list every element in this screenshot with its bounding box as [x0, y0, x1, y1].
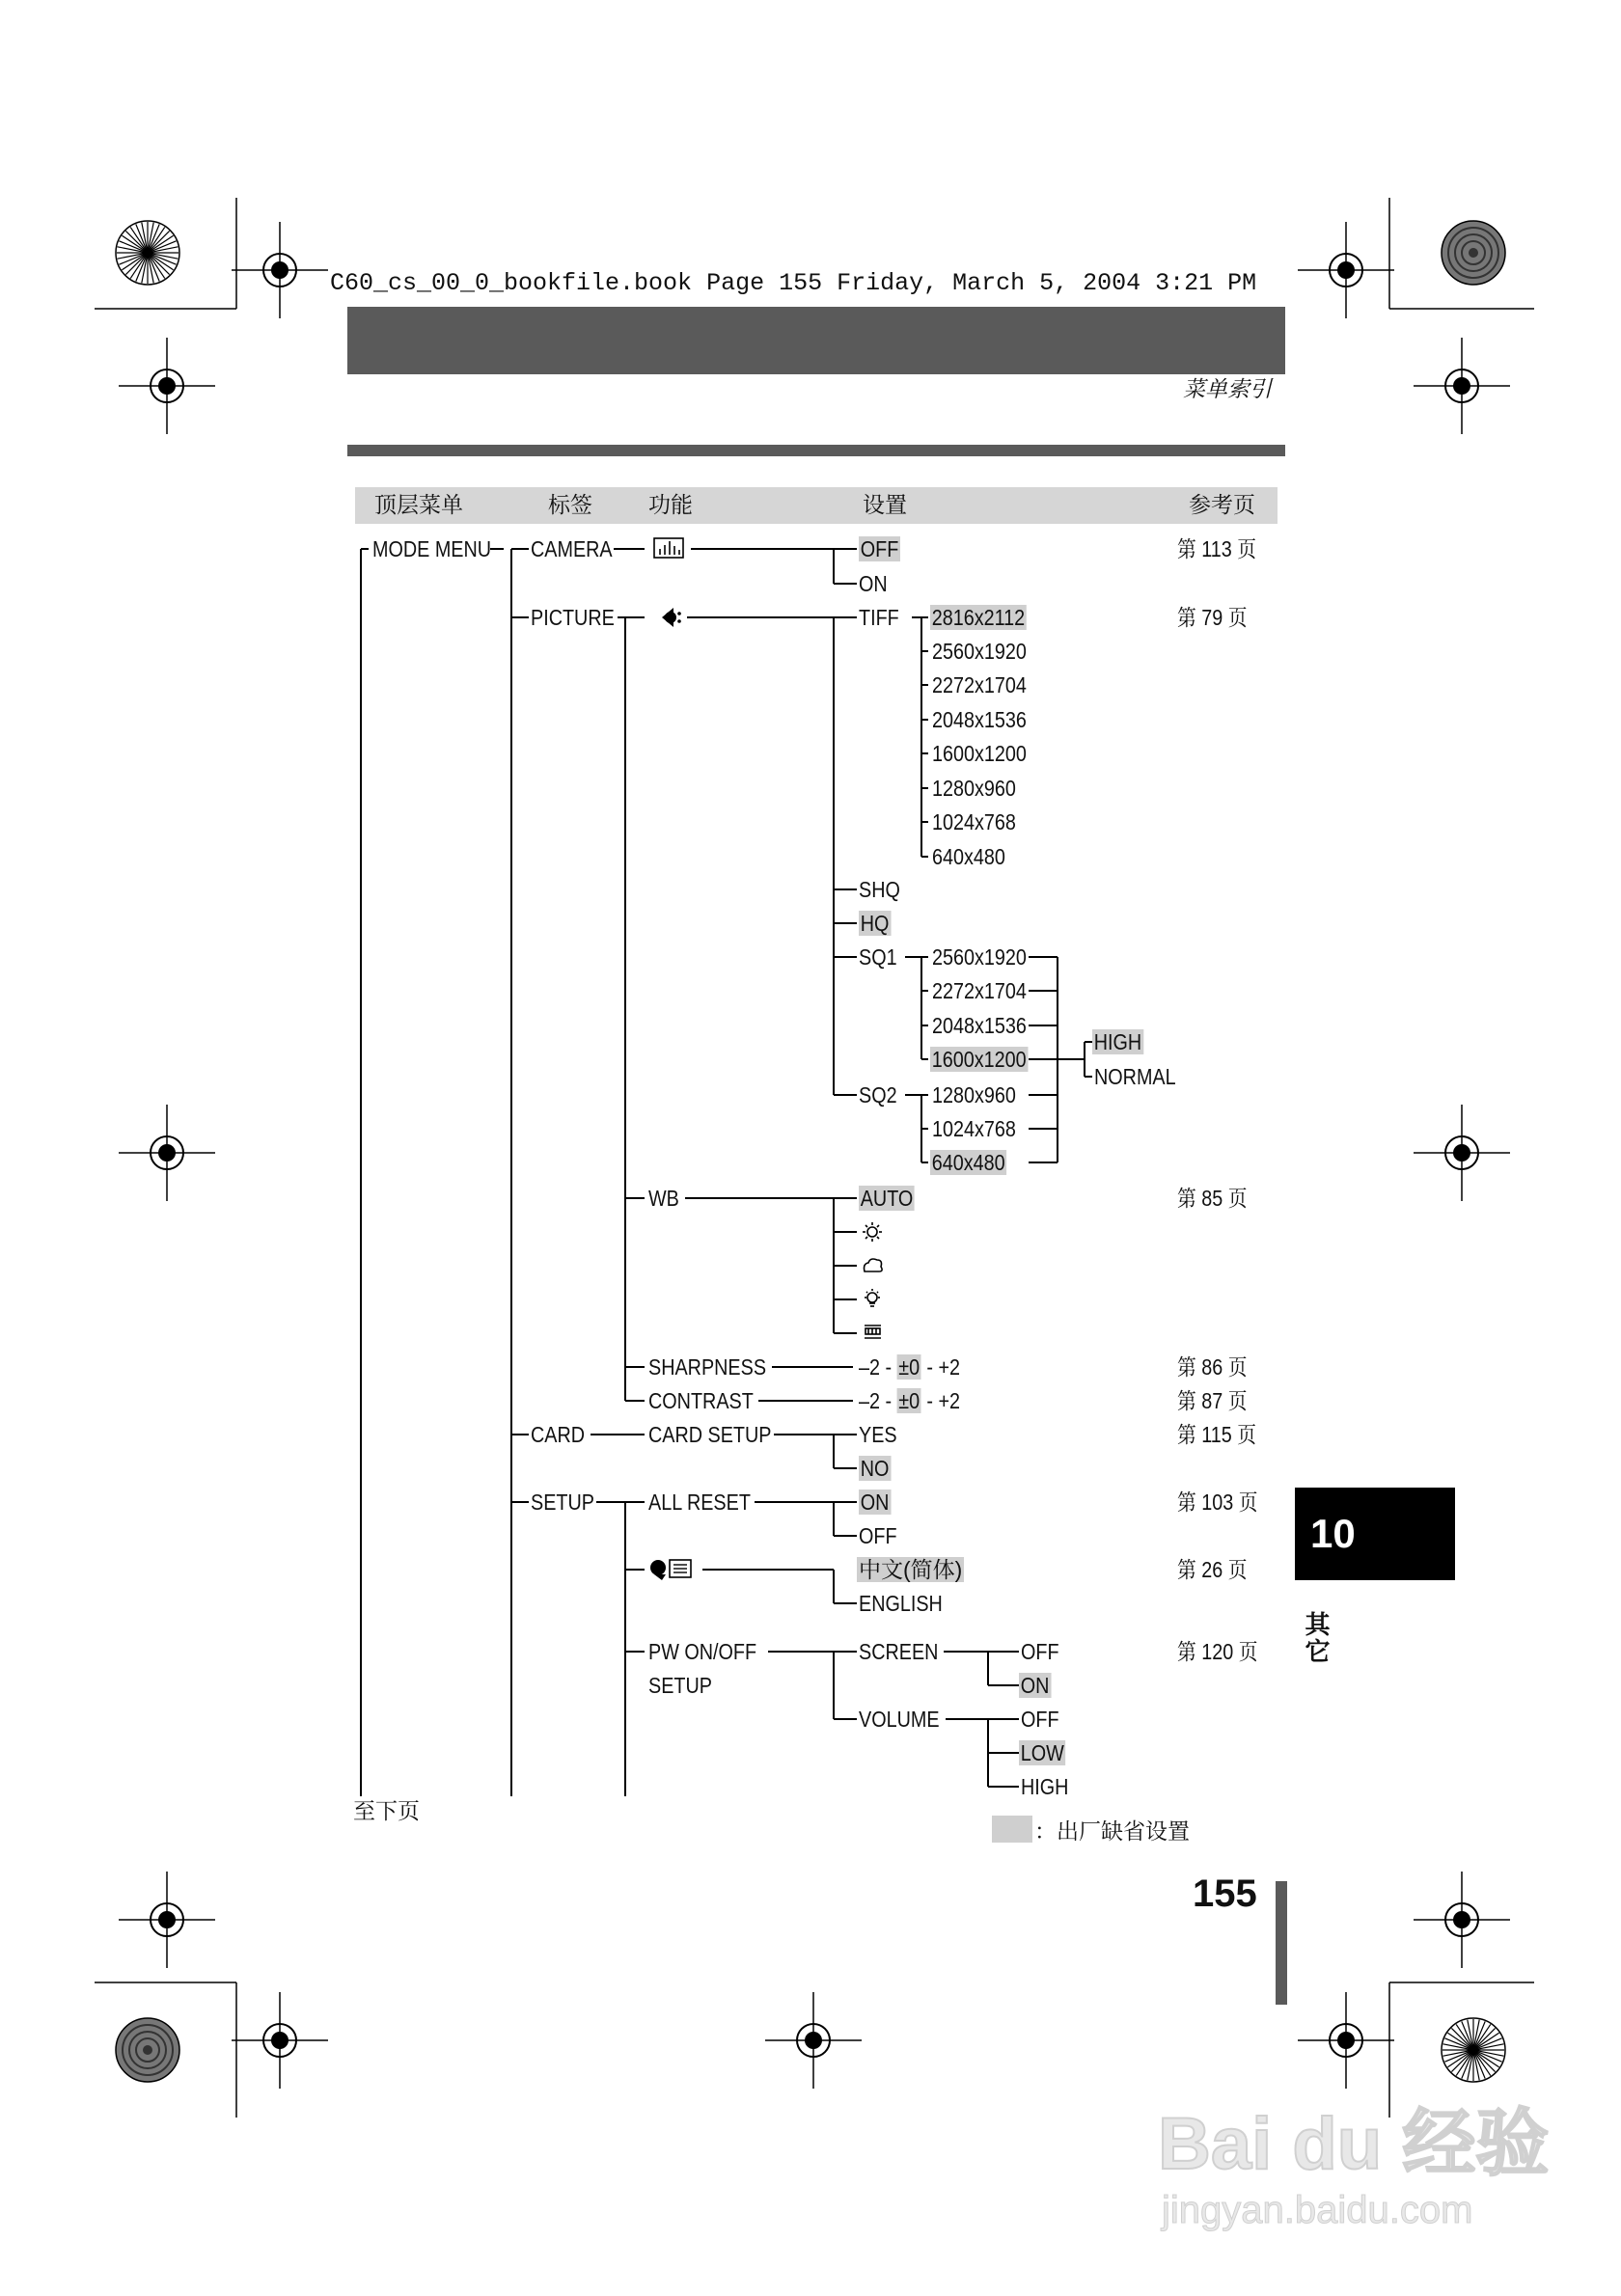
- col-function: 功能: [648, 492, 693, 517]
- function-contrast: CONTRAST: [648, 1388, 754, 1413]
- volume-high: HIGH: [1021, 1774, 1069, 1799]
- setting-auto: AUTO: [860, 1186, 914, 1211]
- watermark-brand: Bai du 经验: [1158, 2103, 1550, 2185]
- setting-all-reset-on: ON: [860, 1490, 890, 1515]
- contrast-plus: - +2: [926, 1388, 961, 1413]
- tab-card: CARD: [531, 1422, 586, 1447]
- tab-picture: PICTURE: [531, 605, 615, 630]
- setting-camera-on: ON: [859, 571, 888, 596]
- tiff-size: 2048x1536: [932, 707, 1027, 732]
- tiff-size: 2272x1704: [932, 672, 1027, 697]
- language-icon: [650, 1560, 691, 1580]
- setting-tiff: TIFF: [859, 605, 899, 630]
- col-tab: 标签: [548, 492, 592, 517]
- ref-page: 第 79 页: [1177, 605, 1248, 630]
- function-pw-on-off: PW ON/OFF: [648, 1639, 757, 1664]
- setting-english: ENGLISH: [859, 1591, 943, 1616]
- sq1-size: 2272x1704: [932, 978, 1027, 1003]
- sq2-size: 1280x960: [932, 1082, 1016, 1107]
- tiff-size: 1024x768: [932, 809, 1016, 834]
- watermark-url: jingyan.baidu.com: [1162, 2189, 1473, 2231]
- setting-volume: VOLUME: [859, 1707, 940, 1732]
- sq1-size: 2560x1920: [932, 944, 1027, 970]
- setting-shq: SHQ: [859, 877, 900, 902]
- screen-on: ON: [1020, 1673, 1050, 1698]
- image-quality-icon: [662, 608, 681, 627]
- cloudy-icon: [865, 1259, 883, 1271]
- sq2-size: 640x480: [931, 1150, 1005, 1175]
- setting-all-reset-off: OFF: [859, 1523, 897, 1548]
- fluorescent-icon: [865, 1326, 881, 1338]
- sharpness-zero: ±0: [898, 1354, 920, 1380]
- sharpness-range: [859, 1353, 960, 1381]
- sq1-size: 1600x1200: [931, 1047, 1027, 1072]
- setting-sq2: SQ2: [859, 1082, 897, 1107]
- setting-yes: YES: [859, 1422, 897, 1447]
- function-sharpness: SHARPNESS: [648, 1354, 767, 1380]
- tiff-size: 2560x1920: [932, 639, 1027, 664]
- function-wb: WB: [648, 1186, 679, 1211]
- chapter-label: 其它: [1301, 1611, 1330, 1665]
- sharpness-minus: –2 -: [859, 1354, 893, 1380]
- tiff-size: 1280x960: [932, 776, 1016, 801]
- tab-setup: SETUP: [531, 1490, 594, 1515]
- col-ref-page: 参考页: [1189, 492, 1255, 517]
- contrast-range: [859, 1386, 960, 1415]
- col-top-menu: 顶层菜单: [374, 492, 463, 517]
- page-number: 155: [1193, 1872, 1257, 1915]
- ref-page: 第 120 页: [1177, 1639, 1258, 1664]
- default-setting-legend: ：出厂缺省设置: [1034, 1818, 1190, 1844]
- histogram-icon: [654, 538, 683, 558]
- sq2-size: 1024x768: [932, 1116, 1016, 1141]
- function-all-reset: ALL RESET: [648, 1490, 751, 1515]
- sq1-size: 2048x1536: [932, 1013, 1027, 1038]
- function-card-setup: CARD SETUP: [648, 1422, 772, 1447]
- tungsten-icon: [865, 1289, 880, 1306]
- top-menu-mode-menu: MODE MENU: [372, 536, 492, 561]
- function-pw-setup: SETUP: [648, 1673, 712, 1698]
- tiff-size: 1600x1200: [932, 741, 1027, 766]
- setting-camera-off: OFF: [860, 536, 899, 561]
- continued-note: 至下页: [353, 1798, 420, 1823]
- setting-hq: HQ: [860, 911, 890, 936]
- sharpness-plus: - +2: [926, 1354, 961, 1380]
- ref-page: 第 113 页: [1177, 536, 1257, 561]
- contrast-zero: ±0: [898, 1388, 920, 1413]
- setting-high: HIGH: [1093, 1029, 1142, 1054]
- file-header: C60_cs_00_0_bookfile.book Page 155 Friday, March 5, 2004 3:21 PM: [330, 269, 1257, 297]
- volume-low: LOW: [1020, 1740, 1064, 1765]
- ref-page: 第 115 页: [1177, 1422, 1257, 1447]
- contrast-minus: –2 -: [859, 1388, 893, 1413]
- setting-normal: NORMAL: [1094, 1064, 1176, 1089]
- ref-page: 第 86 页: [1177, 1354, 1248, 1380]
- default-setting-swatch: [992, 1816, 1032, 1843]
- section-title: 菜单索引: [1183, 376, 1272, 401]
- tab-camera: CAMERA: [531, 536, 613, 561]
- chapter-number: 10: [1310, 1511, 1356, 1556]
- setting-chinese: 中文(简体): [859, 1557, 963, 1582]
- ref-page: 第 103 页: [1177, 1490, 1258, 1515]
- tiff-size: 2816x2112: [931, 605, 1026, 630]
- ref-page: 第 26 页: [1177, 1557, 1248, 1582]
- col-setting: 设置: [863, 492, 907, 517]
- setting-no: NO: [860, 1456, 890, 1481]
- setting-screen: SCREEN: [859, 1639, 939, 1664]
- page-number-bar: [1276, 1881, 1287, 2005]
- volume-off: OFF: [1021, 1707, 1059, 1732]
- ref-page: 第 87 页: [1177, 1388, 1248, 1413]
- tiff-size: 640x480: [932, 844, 1005, 869]
- screen-off: OFF: [1021, 1639, 1059, 1664]
- sunny-icon: [863, 1222, 882, 1242]
- ref-page: 第 85 页: [1177, 1186, 1248, 1211]
- setting-sq1: SQ1: [859, 944, 897, 970]
